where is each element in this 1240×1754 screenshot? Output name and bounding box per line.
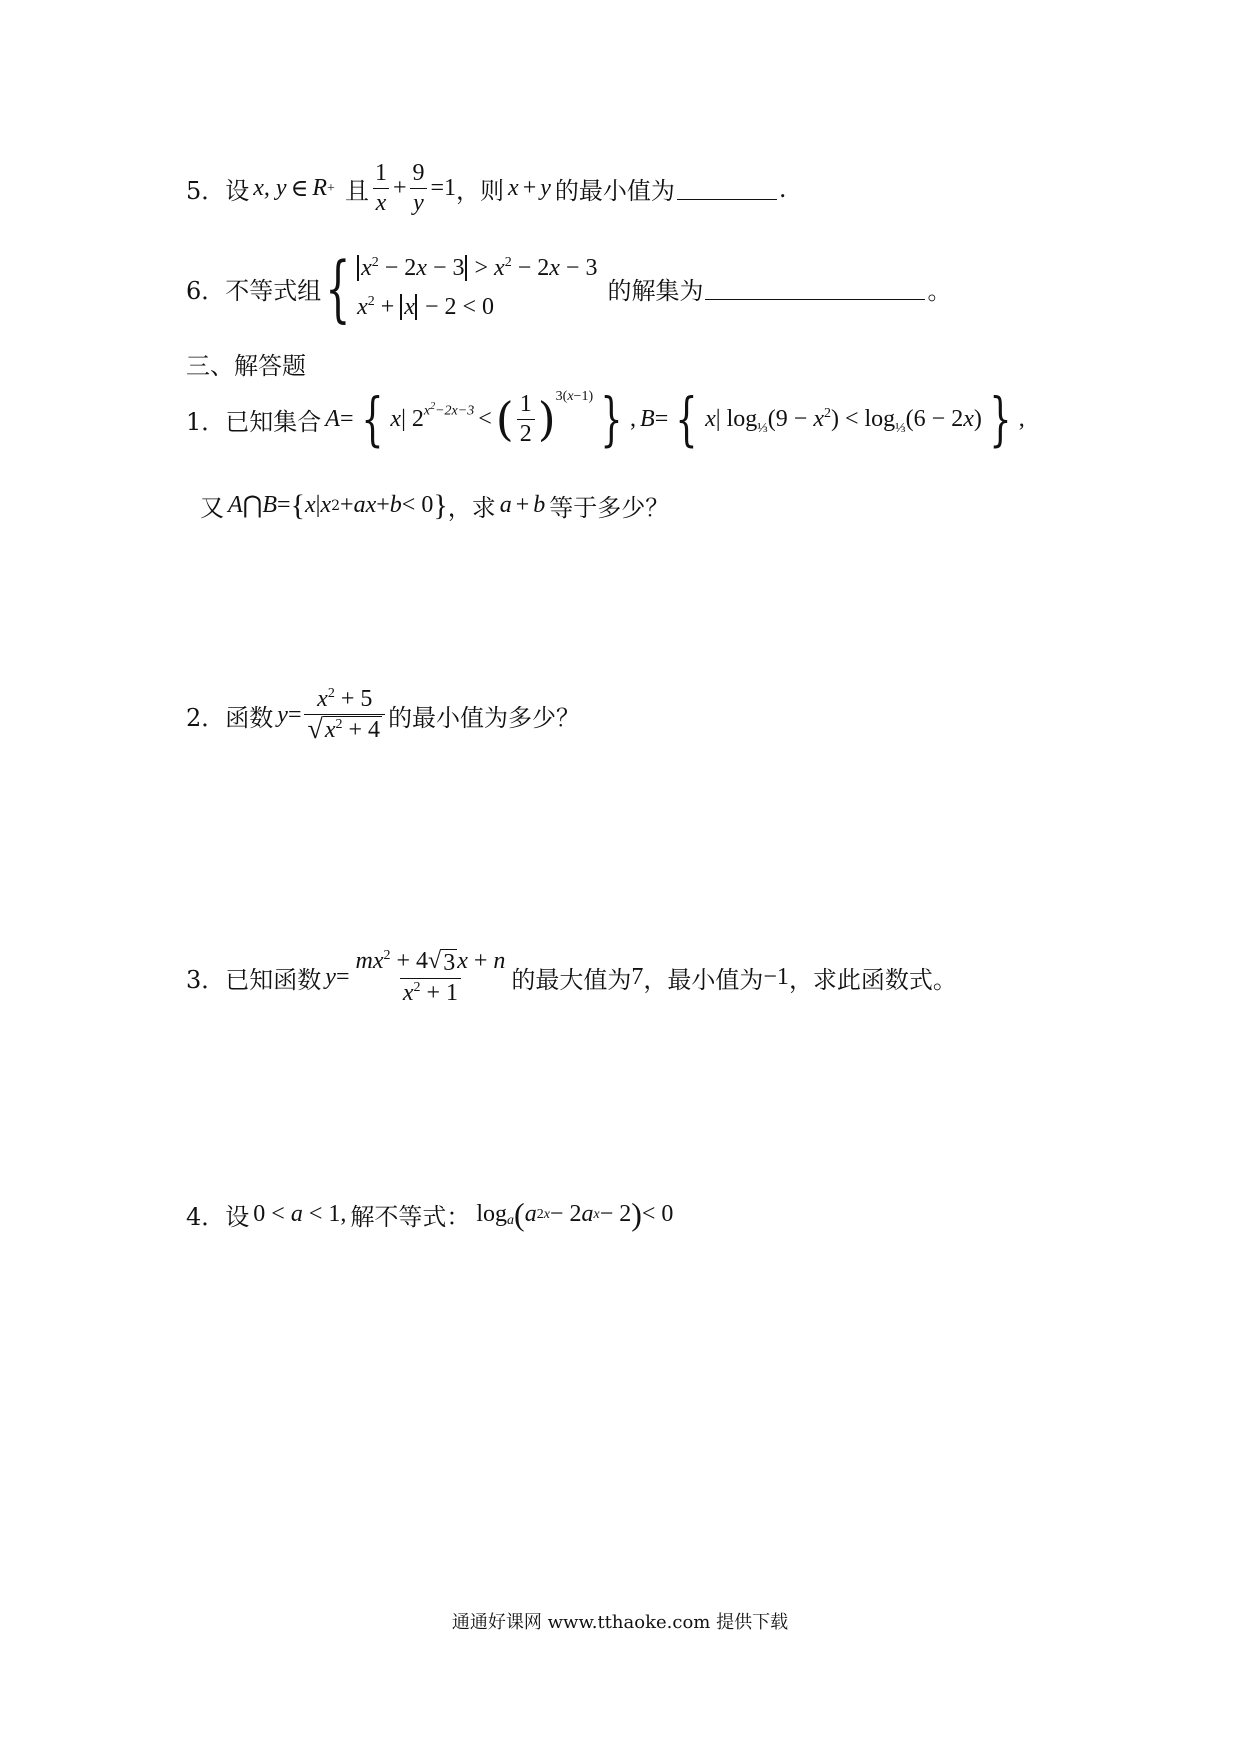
fraction-p3: $mx^2 + 4$ √ 3 x + n $x^2 + 1$ — [355, 948, 506, 1006]
frac-1-over-x: $\frac{1}{x}$ — [372, 160, 390, 217]
frac-1-over-2: $\frac{1}{2}$ — [517, 391, 535, 448]
problem-2: 2． 函数 y = $x^2 + 5$ √ $x^2 + 4$ 的最小值为多少？ — [186, 686, 581, 745]
q6-number: 6． — [186, 276, 226, 305]
frac-9-over-y: $\frac{9}{y}$ — [409, 160, 427, 217]
p4-number: 4． — [186, 1203, 226, 1231]
answer-blank[interactable] — [677, 177, 777, 200]
question-5: 5． 设 x, y ∈ R + 且 $\frac{1}{x}$ + $\frac{9}{y}$ =1 ，则 x + y 的最小值为 . — [186, 160, 787, 216]
problem-1: 1． 已知集合 A = { x | 2 $^{x^2 -2x-3}$ < ( $\frac{1}{2}$ ) $^{3(x -1)}$ } , B = { x | log $_{\frac{1}{3}}$ $(9 - x^2) < \log$ $_{\frac{1}{3}}$ (6 − 2x) } , — [186, 385, 1025, 453]
question-6: 6． 不等式组 { $x^2 - 2x - 3 > x^2 - 2x - 3$ $x^2 + x - 2 < 0$ 的解集为 。 — [186, 246, 952, 330]
fraction-p2: $x^2 + 5$ √ $x^2 + 4$ — [304, 686, 385, 745]
problem-3: 3． 已知函数 y = $mx^2 + 4$ √ 3 x + n $x^2 + 1$ 的最大值为 7 ，最小值为 −1 ，求此函数式。 — [186, 948, 957, 1006]
q5-number: 5． — [186, 177, 226, 205]
footer: 通通好课网 www.tthaoke.com 提供下载 — [451, 1612, 789, 1633]
problem-1-line-2: 又 A ⋂ B = { x | x 2 + ax + b < 0 } ，求 a + b 等于多少？ — [200, 488, 670, 522]
section-title: 三、解答题 — [186, 352, 306, 380]
left-brace: { — [325, 246, 351, 330]
answer-blank[interactable] — [705, 277, 925, 300]
inequality-system: $x^2 - 2x - 3 > x^2 - 2x - 3$ $x^2 + x - 2 < 0$ — [357, 255, 598, 320]
p2-number: 2． — [186, 704, 226, 732]
p3-number: 3． — [186, 966, 226, 994]
problem-4: 4． 设 0 < a < 1, 解不等式： log $_a$ ( a 2x − 2 a x − 2 ) < 0 — [186, 1196, 674, 1232]
p1-number: 1． — [186, 407, 226, 436]
